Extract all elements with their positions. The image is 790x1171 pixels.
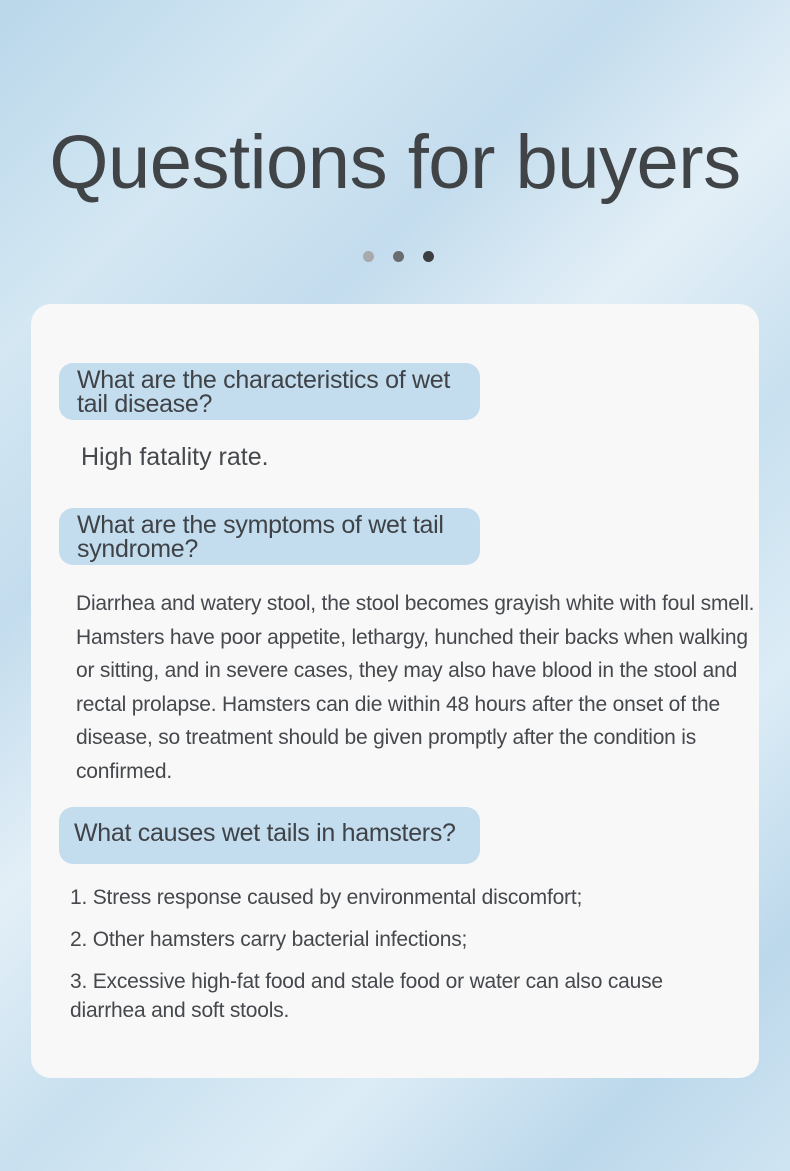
list-item: 3. Excessive high-fat food and stale food or water can also cause diarrhea and soft stools. [70,970,663,1022]
question-text-3: What causes wet tails in hamsters? [74,819,456,847]
dot-3 [423,251,434,262]
list-item: 2. Other hamsters carry bacterial infections; [70,928,468,951]
question-text-2: What are the symptoms of wet tail syndrome? [77,511,444,563]
dot-2 [393,251,404,262]
answer-text-2: Diarrhea and watery stool, the stool becomes grayish white with foul smell. Hamsters have poor appetite, lethargy, hunched their backs when walking or sitting, and in severe cases, they may also have blood in the stool and rectal prolapse. Hamsters can die within 48 hours after the onset of the disease, so treatment should be given promptly after the condition is confirmed. [76,592,755,783]
causes-list [70,883,730,1038]
faq-card [31,304,759,1078]
question-pill-3 [59,807,480,864]
page-title: Questions for buyers [49,120,741,205]
pagination-dots [363,251,434,262]
list-item: 1. Stress response caused by environmental discomfort; [70,886,583,909]
question-text-1: What are the characteristics of wet tail disease? [77,366,450,418]
question-pill-2 [59,508,480,565]
answer-text-1: High fatality rate. [81,443,269,471]
dot-1 [363,251,374,262]
question-pill-1 [59,363,480,420]
